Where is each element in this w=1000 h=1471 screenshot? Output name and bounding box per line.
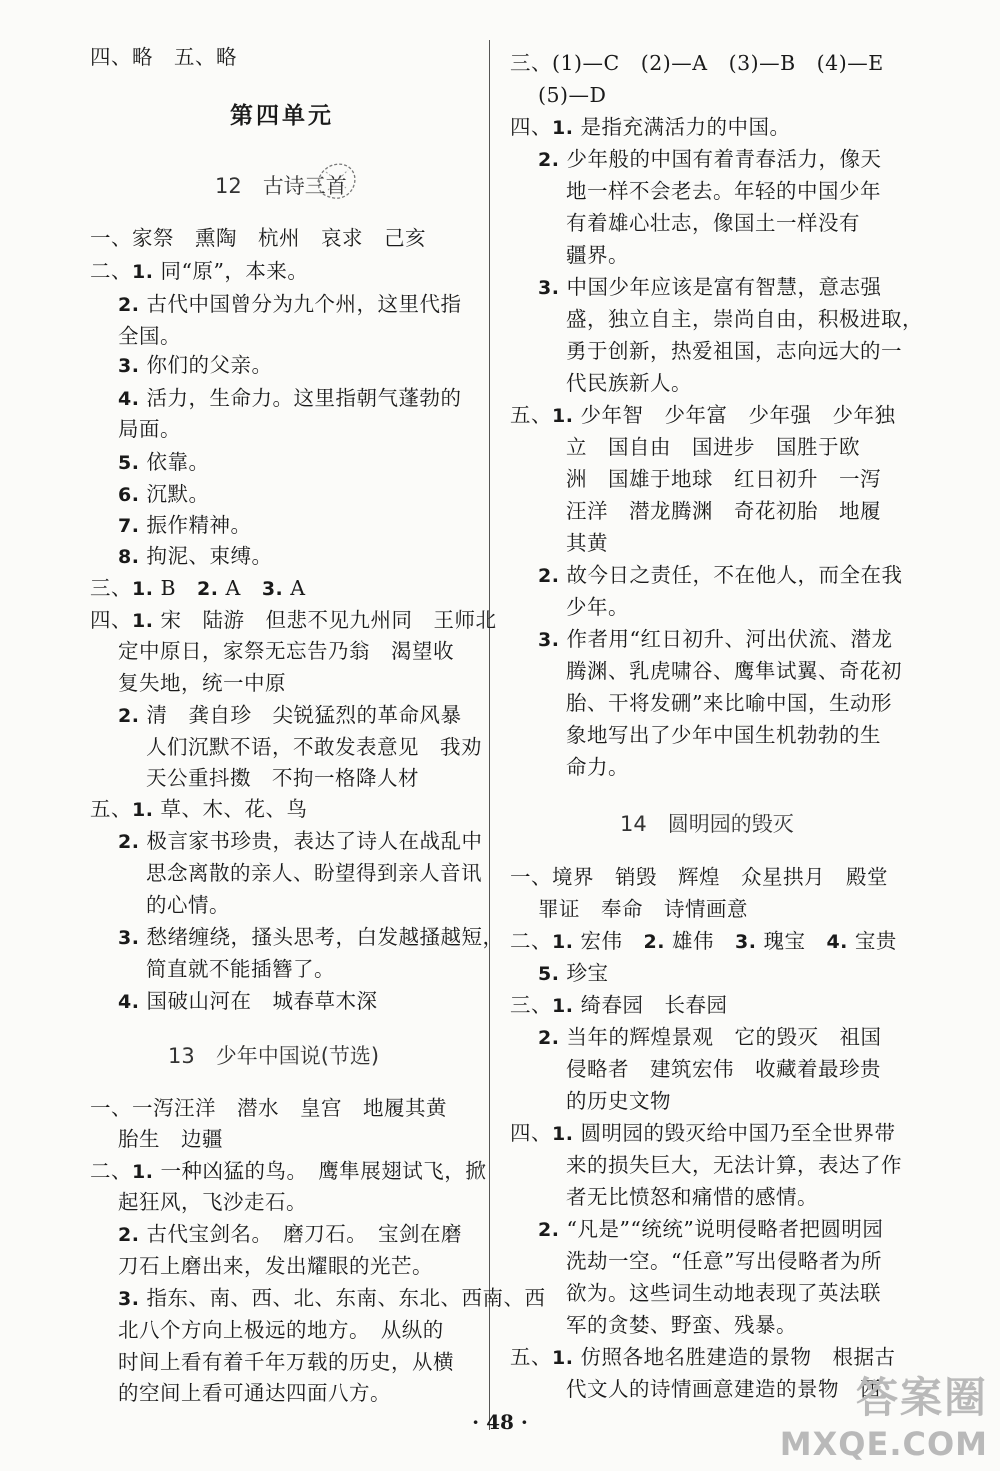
line: 2. 古代中国曾分为九个州，这里代指 bbox=[118, 292, 462, 316]
line: 欲为。这些词生动地表现了英法联 bbox=[566, 1281, 881, 1305]
line: 洲 国雄于地球 红日初升 一泻 bbox=[566, 467, 881, 491]
line: 有着雄心壮志，像国土一样没有 bbox=[566, 211, 860, 235]
line: 侵略者 建筑宏伟 收藏着最珍贵 bbox=[566, 1057, 881, 1081]
line: 定中原日，家祭无忘告乃翁 渴望收 bbox=[118, 639, 454, 663]
line: (5)—D bbox=[538, 83, 607, 107]
line: 三、(1)—C (2)—A (3)—B (4)—E bbox=[510, 51, 884, 75]
column-divider bbox=[489, 40, 490, 1430]
line: 二、1. 同“原”，本来。 bbox=[90, 259, 309, 283]
line: 3. 中国少年应该是富有智慧，意志强 bbox=[538, 275, 882, 299]
line: 4. 国破山河在 城春草木深 bbox=[118, 989, 378, 1013]
line: 胎生 边疆 bbox=[118, 1127, 223, 1151]
line: 复失地，统一中原 bbox=[118, 671, 286, 695]
line: 的历史文物 bbox=[566, 1089, 671, 1113]
line: 五、1. 草、木、花、鸟 bbox=[90, 797, 308, 821]
line: 勇于创新，热爱祖国，志向远大的一 bbox=[566, 339, 902, 363]
line: 少年。 bbox=[566, 595, 629, 619]
line: 局面。 bbox=[118, 417, 181, 441]
line: 三、1. B 2. A 3. A bbox=[90, 576, 306, 600]
line: 2. 当年的辉煌景观 它的毁灭 祖国 bbox=[538, 1025, 882, 1049]
line: 罪证 奉命 诗情画意 bbox=[538, 897, 748, 921]
line: 一、家祭 熏陶 杭州 哀求 己亥 bbox=[90, 226, 426, 250]
line: 2. 少年般的中国有着青春活力，像天 bbox=[538, 147, 882, 171]
line: 5. 珍宝 bbox=[538, 961, 609, 985]
line: 的空间上看可通达四面八方。 bbox=[118, 1381, 391, 1405]
line: 思念离散的亲人、盼望得到亲人音讯 bbox=[146, 861, 482, 885]
watermark-logo-text: 答案圈 bbox=[855, 1373, 988, 1422]
line: 来的损失巨大，无法计算，表达了作 bbox=[566, 1153, 902, 1177]
line: 3. 指东、南、西、北、东南、东北、西南、西 bbox=[118, 1286, 546, 1310]
lesson-title-12: 12 古诗三首 bbox=[215, 174, 347, 198]
line: 胎、干将发硎”来比喻中国，生动形 bbox=[566, 691, 892, 715]
line: 其黄 bbox=[566, 531, 608, 555]
watermark bbox=[780, 1365, 988, 1463]
line: 北八个方向上极远的地方。 从纵的 bbox=[118, 1318, 444, 1342]
line: 四、1. 是指充满活力的中国。 bbox=[510, 115, 791, 139]
line: 汪洋 潜龙腾渊 奇花初胎 地履 bbox=[566, 499, 881, 523]
watermark-url: MXQE.COM bbox=[779, 1425, 988, 1463]
line: 命力。 bbox=[566, 755, 629, 779]
line: 二、1. 一种凶猛的鸟。 鹰隼展翅试飞，掀 bbox=[90, 1159, 487, 1183]
line: 8. 拘泥、束缚。 bbox=[118, 544, 273, 568]
line: 时间上看有着千年万载的历史，从横 bbox=[118, 1350, 454, 1374]
lesson-title-14: 14 圆明园的毁灭 bbox=[620, 812, 794, 836]
line: 简直就不能插簪了。 bbox=[146, 957, 335, 981]
line: 四、略 五、略 bbox=[90, 45, 237, 69]
line: 四、1. 圆明园的毁灭给中国乃至全世界带 bbox=[510, 1121, 896, 1145]
lesson-title-13: 13 少年中国说(节选) bbox=[168, 1044, 380, 1068]
line: 腾渊、乳虎啸谷、鹰隼试翼、奇花初 bbox=[566, 659, 902, 683]
line: 五、1. 仿照各地名胜建造的景物 根据古 bbox=[510, 1345, 896, 1369]
line: 3. 作者用“红日初升、河出伏流、潜龙 bbox=[538, 627, 893, 651]
line: 五、1. 少年智 少年富 少年强 少年独 bbox=[510, 403, 896, 427]
line: 6. 沉默。 bbox=[118, 482, 210, 506]
page-number: · 48 · bbox=[472, 1410, 528, 1434]
line: 2. 极言家书珍贵，表达了诗人在战乱中 bbox=[118, 829, 483, 853]
line: 三、1. 绮春园 长春园 bbox=[510, 993, 728, 1017]
line: 地一样不会老去。年轻的中国少年 bbox=[566, 179, 881, 203]
line: 立 国自由 国进步 国胜于欧 bbox=[566, 435, 860, 459]
line: 一、境界 销毁 辉煌 众星拱月 殿堂 bbox=[510, 865, 888, 889]
line: 代文人的诗情画意建造的景物 西 bbox=[566, 1377, 881, 1401]
line: 7. 振作精神。 bbox=[118, 513, 252, 537]
line: 3. 愁绪缠绕，搔头思考，白发越搔越短， bbox=[118, 925, 504, 949]
line: 起狂风，飞沙走石。 bbox=[118, 1190, 307, 1214]
line: 者无比愤怒和痛惜的感情。 bbox=[566, 1185, 818, 1209]
line: 刀石上磨出来，发出耀眼的光芒。 bbox=[118, 1254, 433, 1278]
line: 全国。 bbox=[118, 324, 181, 348]
line: 代民族新人。 bbox=[566, 371, 692, 395]
line: 2. 清 龚自珍 尖锐猛烈的革命风暴 bbox=[118, 703, 462, 727]
line: 疆界。 bbox=[566, 243, 629, 267]
line: 二、1. 宏伟 2. 雄伟 3. 瑰宝 4. 宝贵 bbox=[510, 929, 897, 953]
line: 2. “凡是”“统统”说明侵略者把圆明园 bbox=[538, 1217, 884, 1241]
line: 军的贪婪、野蛮、残暴。 bbox=[566, 1313, 797, 1337]
line: 3. 你们的父亲。 bbox=[118, 353, 273, 377]
line: 2. 故今日之责任，不在他人，而全在我 bbox=[538, 563, 903, 587]
line: 人们沉默不语，不敢发表意见 我劝 bbox=[146, 735, 482, 759]
unit-title: 第四单元 bbox=[230, 102, 334, 129]
line: 象地写出了少年中国生机勃勃的生 bbox=[566, 723, 881, 747]
line: 四、1. 宋 陆游 但悲不见九州同 王师北 bbox=[90, 608, 497, 632]
line: 盛，独立自主，崇尚自由，积极进取， bbox=[566, 307, 923, 331]
line: 天公重抖擞 不拘一格降人材 bbox=[146, 766, 419, 790]
line: 2. 古代宝剑名。 磨刀石。 宝剑在磨 bbox=[118, 1222, 462, 1246]
line: 一、一泻汪洋 潜水 皇宫 地履其黄 bbox=[90, 1096, 447, 1120]
line: 的心情。 bbox=[146, 893, 230, 917]
line: 洗劫一空。“任意”写出侵略者为所 bbox=[566, 1249, 882, 1273]
line: 4. 活力，生命力。这里指朝气蓬勃的 bbox=[118, 386, 462, 410]
line: 5. 依靠。 bbox=[118, 450, 210, 474]
